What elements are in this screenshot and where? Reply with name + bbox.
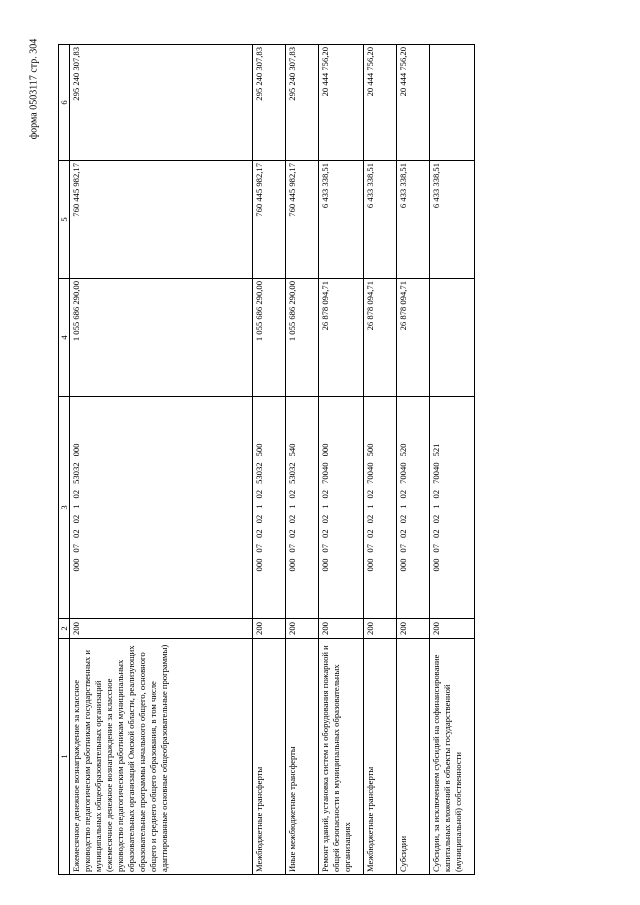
row-unexecuted: 295 240 307,83 [253,45,286,161]
row-name: Ремонт зданий, установка систем и оборудования пожарной и общей безопасности в муниципальных образовательных организациях [319,639,364,875]
table-row [286,45,319,875]
code-part: 70040 [320,462,330,484]
code-part: 07 [365,543,375,553]
row-budget-code [364,397,397,619]
code-part: 02 [431,529,441,538]
row-executed: 760 445 982,17 [70,161,253,279]
code-part: 07 [287,543,297,553]
code-part: 000 [398,558,408,572]
code-part: 000 [287,558,297,572]
code-part: 02 [398,529,408,538]
code-part: 02 [71,514,81,524]
row-unexecuted: 295 240 307,83 [286,45,319,161]
form-label-text: форма 0503117 стр. 304 [28,38,40,140]
row-budget-code [286,397,319,619]
row-approved: 1 055 686 290,00 [253,279,286,397]
code-part: 02 [254,529,264,538]
row-budget-code [397,397,430,619]
row-unexecuted: 20 444 756,20 [364,45,397,161]
column-header: 5 [59,161,70,279]
column-header: 1 [59,639,70,875]
code-part: 53032 [71,462,81,484]
code-part: 02 [254,514,264,524]
code-part: 1 [287,504,297,509]
row-approved [430,279,475,397]
code-part: 000 [320,558,330,572]
table-row [430,45,475,875]
row-unexecuted: 20 444 756,20 [397,45,430,161]
report-table-wrapper [58,45,463,875]
code-part: 000 [431,558,441,572]
code-part: 02 [71,529,81,538]
code-part: 000 [71,558,81,572]
table-row [70,45,253,875]
row-budget-code [70,397,253,619]
code-part: 02 [71,489,81,499]
code-part: 07 [254,543,264,553]
row-executed: 6 433 338,51 [364,161,397,279]
code-part: 02 [431,514,441,524]
code-part: 53032 [287,462,297,484]
row-approved: 26 878 094,71 [364,279,397,397]
code-part: 07 [398,543,408,553]
code-part: 000 [71,443,81,457]
code-part: 07 [320,543,330,553]
row-unexecuted [430,45,475,161]
row-approved: 1 055 686 290,00 [70,279,253,397]
header-row [59,45,70,875]
code-part: 1 [398,504,408,509]
code-part: 02 [320,529,330,538]
code-part: 02 [365,489,375,499]
row-line-code: 200 [319,619,364,639]
code-part: 000 [365,558,375,572]
column-header: 6 [59,45,70,161]
row-executed: 760 445 982,17 [253,161,286,279]
row-executed: 6 433 338,51 [319,161,364,279]
code-part: 500 [365,443,375,457]
row-line-code: 200 [430,619,475,639]
code-part: 07 [431,543,441,553]
row-executed: 6 433 338,51 [397,161,430,279]
code-part: 02 [431,489,441,499]
row-line-code: 200 [70,619,253,639]
row-budget-code [253,397,286,619]
code-part: 520 [398,443,408,457]
row-name: Ежемесячное денежное вознаграждение за классное руководство педагогическим работникам государственных и муниципальных общеобразовательных организаций (ежемесячное денежное вознаграждение за классное руководство педагогическим работникам муниципальных образовательных организаций Омской области, реализующих образовательные программы начального общего, основного общего и среднего общего образования, в том числе адаптированные основные общеобразовательные программы) [70,639,253,875]
row-approved: 26 878 094,71 [397,279,430,397]
code-part: 02 [287,529,297,538]
table-row [319,45,364,875]
code-part: 70040 [431,462,441,484]
code-part: 521 [431,443,441,457]
row-executed: 6 433 338,51 [430,161,475,279]
row-name: Субсидии [397,639,430,875]
code-part: 02 [398,489,408,499]
code-part: 1 [254,504,264,509]
code-part: 02 [398,514,408,524]
code-part: 70040 [365,462,375,484]
code-part: 000 [320,443,330,457]
row-unexecuted: 295 240 307,83 [70,45,253,161]
code-part: 02 [254,489,264,499]
row-line-code: 200 [364,619,397,639]
row-name: Межбюджетные трансферты [253,639,286,875]
code-part: 02 [365,514,375,524]
row-executed: 760 445 982,17 [286,161,319,279]
row-approved: 1 055 686 290,00 [286,279,319,397]
code-part: 02 [365,529,375,538]
code-part: 1 [431,504,441,509]
code-part: 53032 [254,462,264,484]
form-label [26,14,42,164]
code-part: 02 [320,514,330,524]
row-name: Субсидии, за исключением субсидий на софинансирование капитальных вложений в объекты государственной (муниципальной) собственности [430,639,475,875]
code-part: 000 [254,558,264,572]
column-header: 4 [59,279,70,397]
code-part: 02 [287,489,297,499]
row-name: Иные межбюджетные трансферты [286,639,319,875]
row-budget-code [319,397,364,619]
table-row [364,45,397,875]
code-part: 1 [320,504,330,509]
row-line-code: 200 [397,619,430,639]
row-budget-code [430,397,475,619]
row-line-code: 200 [253,619,286,639]
code-part: 02 [287,514,297,524]
code-part: 70040 [398,462,408,484]
table-row [397,45,430,875]
row-approved: 26 878 094,71 [319,279,364,397]
column-header: 2 [59,619,70,639]
report-table [58,44,475,875]
code-part: 500 [254,443,264,457]
code-part: 02 [320,489,330,499]
code-part: 07 [71,543,81,553]
column-header: 3 [59,397,70,619]
code-part: 1 [365,504,375,509]
row-unexecuted: 20 444 756,20 [319,45,364,161]
code-part: 1 [71,504,81,509]
row-name: Межбюджетные трансферты [364,639,397,875]
row-line-code: 200 [286,619,319,639]
table-row [253,45,286,875]
code-part: 540 [287,443,297,457]
